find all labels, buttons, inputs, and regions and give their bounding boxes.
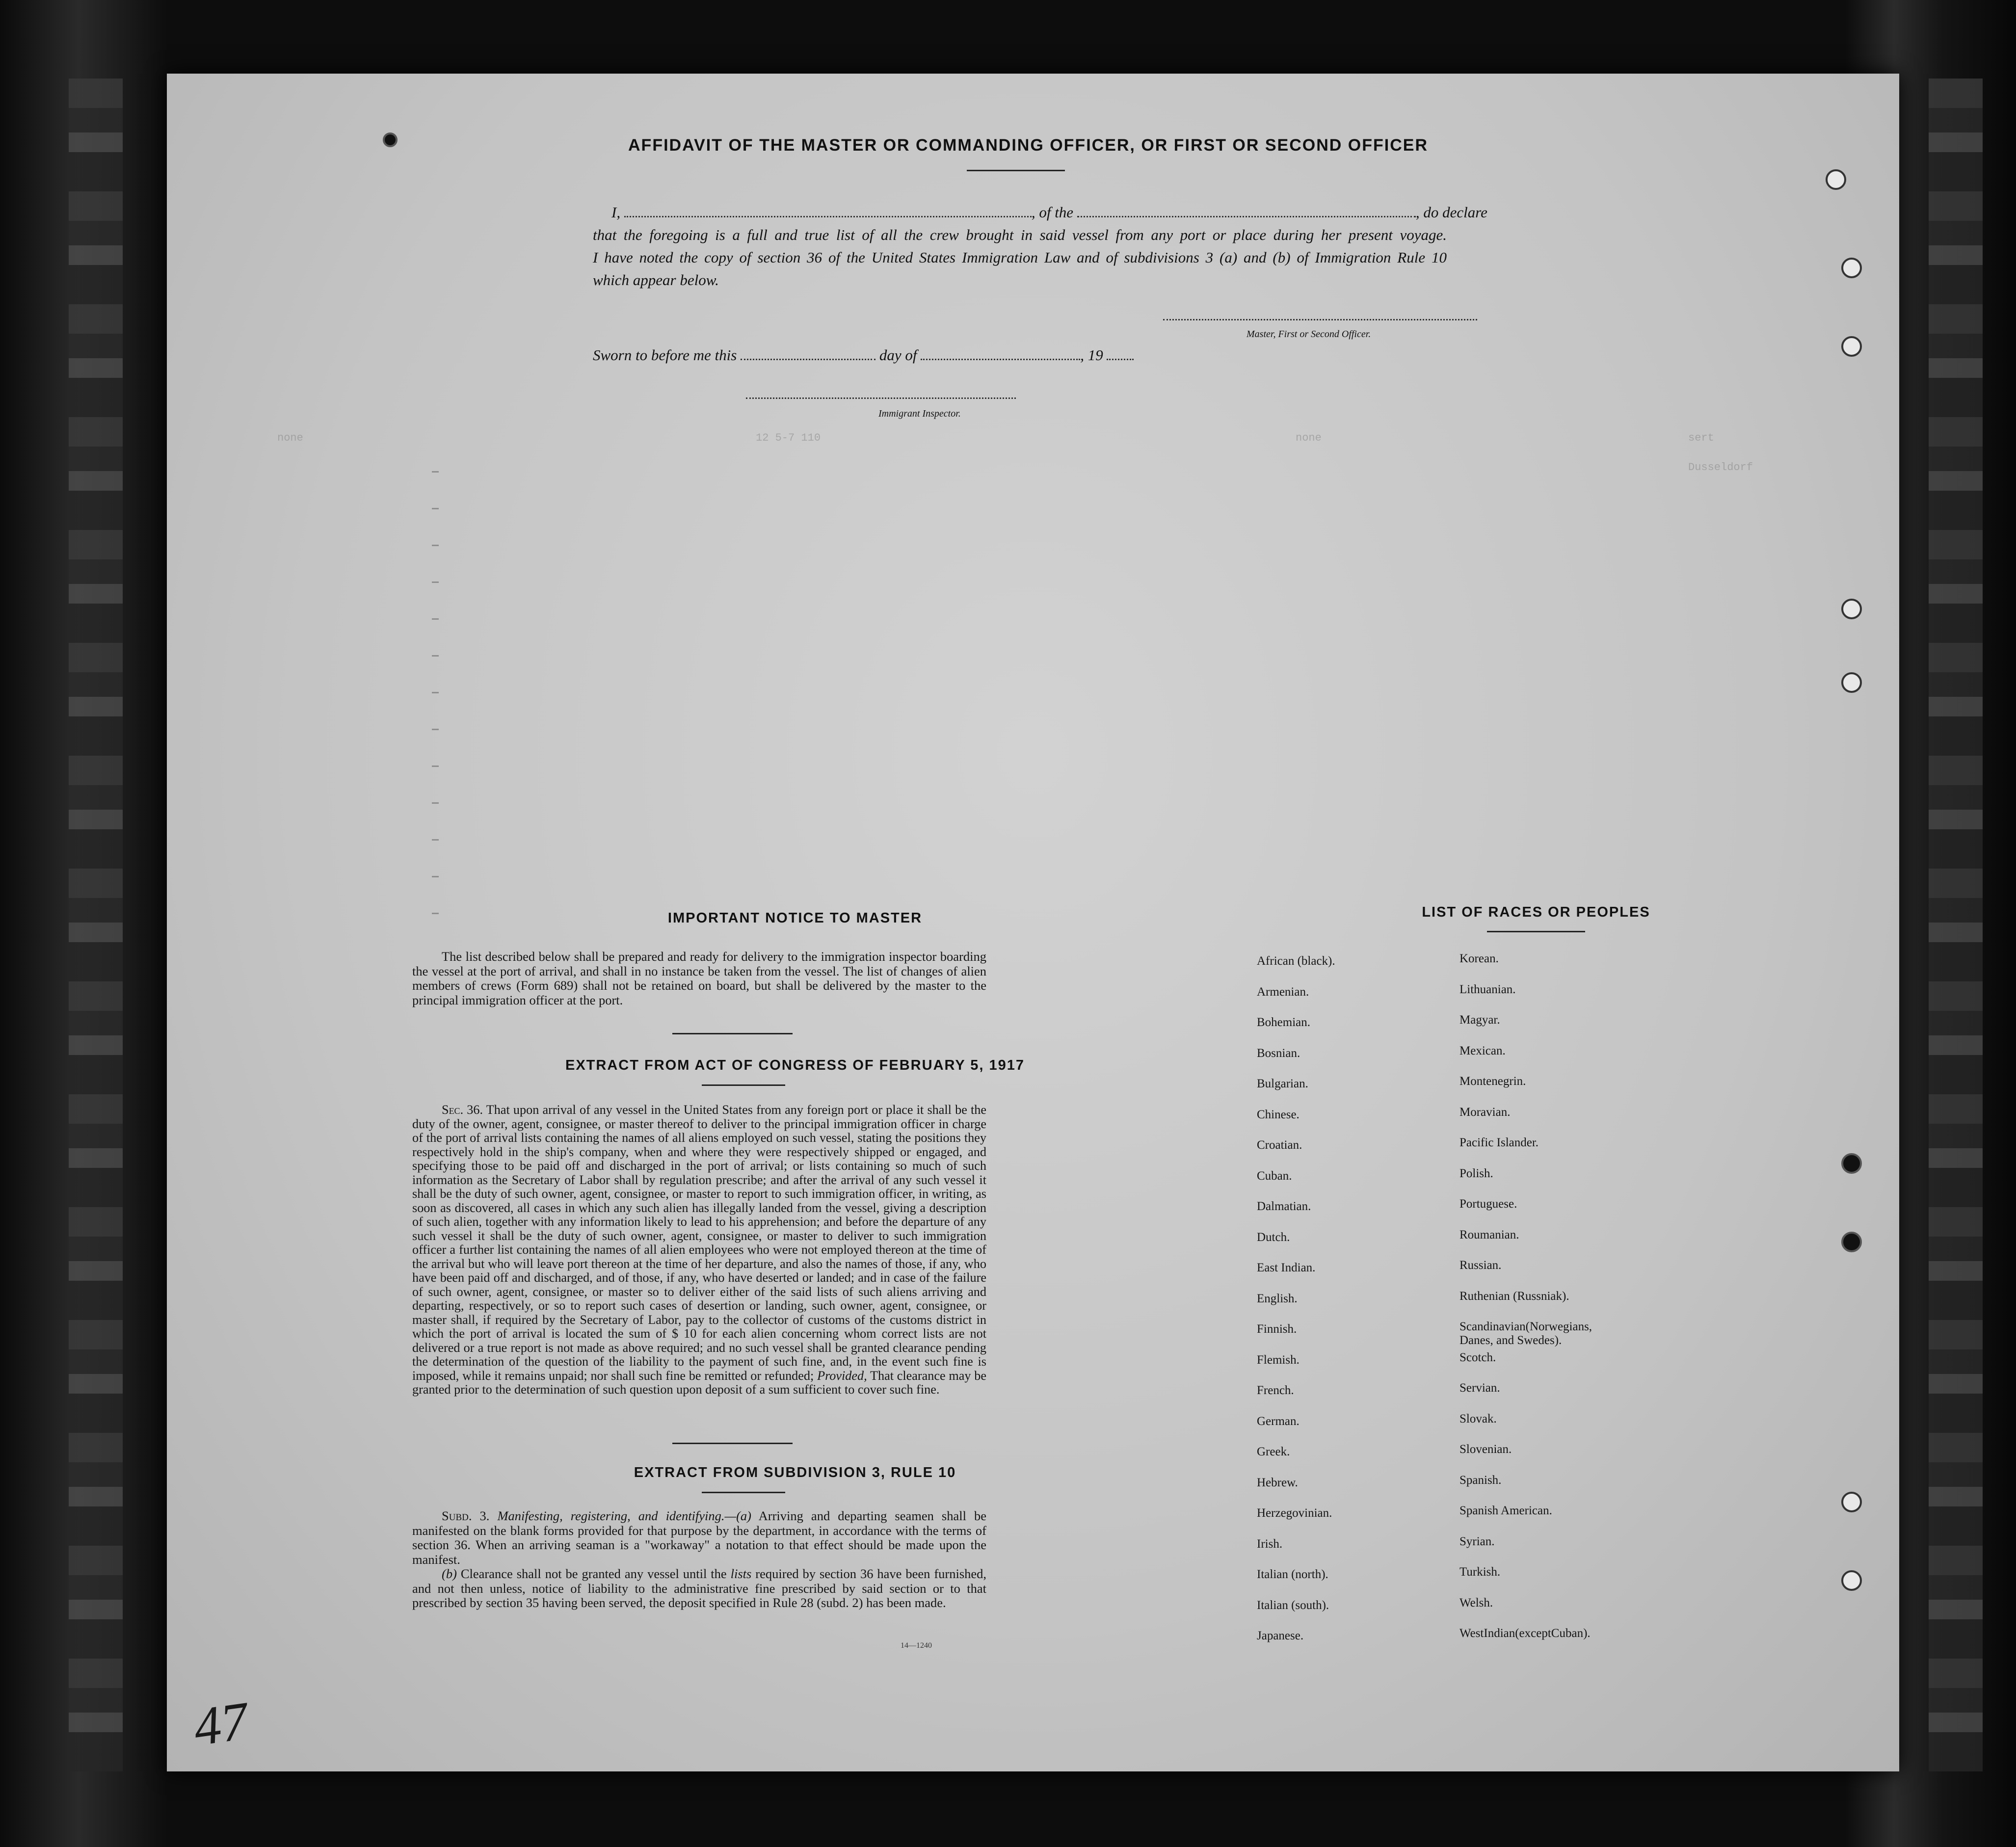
race-item: Flemish. xyxy=(1257,1353,1300,1367)
divider xyxy=(702,1492,785,1493)
race-item: Slovak. xyxy=(1459,1412,1497,1425)
races-title: LIST OF RACES OR PEOPLES xyxy=(1422,904,1650,920)
race-item: Japanese. xyxy=(1257,1629,1304,1642)
race-item: African (black). xyxy=(1257,954,1335,968)
race-item: Servian. xyxy=(1459,1381,1500,1395)
master-signature-line[interactable] xyxy=(1163,319,1477,320)
notice-title: IMPORTANT NOTICE TO MASTER xyxy=(667,910,923,926)
race-item: Montenegrin. xyxy=(1459,1075,1526,1088)
divider xyxy=(672,1443,793,1444)
race-item: Italian (south). xyxy=(1257,1598,1329,1612)
act-title: EXTRACT FROM ACT OF CONGRESS OF FEBRUARY 5, 1917 xyxy=(565,1057,1025,1073)
race-item: Portuguese. xyxy=(1459,1197,1517,1211)
race-item: East Indian. xyxy=(1257,1261,1316,1274)
race-item: Irish. xyxy=(1257,1537,1283,1551)
race-item: Slovenian. xyxy=(1459,1443,1512,1456)
race-item: Hebrew. xyxy=(1257,1476,1298,1489)
race-item: Dutch. xyxy=(1257,1230,1290,1244)
punch-hole-icon xyxy=(1841,1232,1862,1252)
race-item: Scandinavian(Norwegians, Danes, and Swedes). xyxy=(1459,1320,1592,1347)
punch-hole-icon xyxy=(1841,1492,1862,1512)
punch-hole-icon xyxy=(1826,169,1846,190)
race-item: Bulgarian. xyxy=(1257,1077,1308,1090)
race-item: Bosnian. xyxy=(1257,1046,1300,1060)
master-signature-label: Master, First or Second Officer. xyxy=(1247,329,1371,340)
left-film-edge xyxy=(69,79,123,1771)
divider xyxy=(702,1084,785,1086)
punch-hole-icon xyxy=(1841,672,1862,693)
race-item: Polish. xyxy=(1459,1166,1493,1180)
affidavit-line-4: which appear below. xyxy=(593,271,719,289)
notice-body: The list described below shall be prepared and ready for delivery to the immigration inspector boarding the vessel at the port of arrival, and shall in no instance be taken from the vessel. The list of changes of alien members of crews (Form 689) shall not be retained on board, but shall be delivered by the master to the principal immigration officer at the port. xyxy=(412,949,986,1007)
inspector-signature-label: Immigrant Inspector. xyxy=(878,408,961,419)
race-item: Herzegovinian. xyxy=(1257,1506,1332,1520)
inspector-signature-line[interactable] xyxy=(746,397,1016,399)
race-item: Lithuanian. xyxy=(1459,982,1516,996)
punch-hole-icon xyxy=(1841,1570,1862,1591)
vessel-name-blank[interactable] xyxy=(1077,216,1416,217)
rule10-body: Subd. 3. Manifesting, registering, and identifying.—(a) Arriving and departing seamen shall be manifested on the blank forms provided for that purpose by the department, in accordance with the terms of section 36. When an arriving seaman is a "workaway" a notation to that effect should be made upon the manifest. (b) Clearance shall not be granted any vessel until the lists required by section 36 have been furnished, and not then unless, notice of liability to the administrative fine prescribed by said section or to that prescribed by section 35 having been served, the deposit specified in Rule 28 (subd. 2) has been made. xyxy=(412,1508,987,1610)
affidavit-title: AFFIDAVIT OF THE MASTER OR COMMANDING OFFICER, OR FIRST OR SECOND OFFICER xyxy=(628,136,1428,155)
form-number: 14—1240 xyxy=(901,1641,932,1650)
race-item: Bohemian. xyxy=(1257,1016,1311,1029)
divider xyxy=(672,1033,793,1034)
race-item: Scotch. xyxy=(1459,1350,1496,1364)
race-item: Finnish. xyxy=(1257,1322,1297,1336)
sworn-year-blank[interactable] xyxy=(1107,359,1134,360)
race-item: WestIndian(exceptCuban). xyxy=(1459,1627,1591,1640)
race-item: Turkish. xyxy=(1459,1565,1501,1579)
race-item: Chinese. xyxy=(1257,1108,1300,1121)
races-right-column xyxy=(1459,952,1666,1658)
race-item: Greek. xyxy=(1257,1445,1290,1458)
race-item: Pacific Islander. xyxy=(1459,1136,1539,1149)
rule10-title: EXTRACT FROM SUBDIVISION 3, RULE 10 xyxy=(634,1465,956,1480)
race-item: Cuban. xyxy=(1257,1169,1292,1183)
race-item: Armenian. xyxy=(1257,985,1309,999)
right-film-edge xyxy=(1929,79,1983,1771)
master-name-blank[interactable] xyxy=(624,216,1032,217)
race-item: Russian. xyxy=(1459,1259,1502,1272)
punch-hole-icon xyxy=(1841,258,1862,278)
race-item: English. xyxy=(1257,1292,1298,1305)
divider xyxy=(1487,931,1585,932)
race-item: German. xyxy=(1257,1414,1300,1428)
punch-hole-icon xyxy=(1841,599,1862,619)
sworn-month-blank[interactable] xyxy=(921,359,1080,360)
race-item: Spanish American. xyxy=(1459,1504,1552,1517)
race-item: Mexican. xyxy=(1459,1044,1506,1057)
affidavit-line-2: that the foregoing is a full and true list of all the crew brought in said vessel from any port or place during her present voyage. xyxy=(593,226,1447,243)
race-item: French. xyxy=(1257,1384,1294,1397)
act-section-36: Sec. 36. That upon arrival of any vessel in the United States from any foreign port or place it shall be the duty of the owner, agent, consignee, or master thereof to deliver to the principal immigration officer in charge of the port of arrival lists containing the names of all aliens employed on such vessel, stating the positions they respectively hold in the ship's company, when and where they were respectively shipped or engaged, and specifying those to be paid off and discharged in the port of arrival; or lists containing so much of such information as the Secretary of Labor shall by regulation prescribe; and after the arrival of any such vessel it shall be the duty of such owner, agent, consignee, or master to report to such immigration officer, in writing, as soon as discovered, all cases in which any such alien has illegally landed from the vessel, giving a description of such alien, together with any information likely to lead to his apprehension; and before the departure of any such vessel it shall be the duty of such owner, agent, consignee, or master to deliver to such immigration officer a further list containing the names of all alien employees who were not employed thereon at the time of the arrival but who will leave port thereon at the time of her departure, and also the names of those, if any, who have been paid off and discharged, and of those, if any, who have deserted or landed; and in case of the failure of such owner, agent, consignee, or master so to deliver either of the said lists of such aliens arriving and departing, respectively, or so to report such cases of desertion or landing, such owner, agent, consignee, or master shall, if required by the Secretary of Labor, pay to the collector of customs of the customs district in which the port of arrival is located the sum of $ 10 for each alien concerning whom correct lists are not delivered or a true report is not made as above required; and no such vessel shall be granted clearance pending the determination of the question of the liability to the payment of such fine, and, in the event such fine is imposed, while it remains unpaid; nor shall such fine be remitted or refunded; Provided, That clearance may be granted prior to the determination of such question upon deposit of a sum sufficient to cover such fine. xyxy=(412,1103,987,1397)
race-item: Spanish. xyxy=(1459,1473,1502,1487)
race-item: Italian (north). xyxy=(1257,1568,1328,1581)
race-item: Welsh. xyxy=(1459,1596,1493,1610)
affidavit-line-3: I have noted the copy of section 36 of the United States Immigration Law and of subdivisions 3 (a) and (b) of Immigration Rule 10 xyxy=(593,249,1447,266)
race-item: Ruthenian (Russniak). xyxy=(1459,1289,1569,1303)
sworn-day-blank[interactable] xyxy=(741,359,875,360)
handwritten-page-number: 47 xyxy=(189,1690,252,1758)
race-item: Magyar. xyxy=(1459,1013,1500,1027)
race-item: Roumanian. xyxy=(1459,1228,1519,1241)
race-item: Dalmatian. xyxy=(1257,1200,1311,1213)
divider xyxy=(967,170,1065,171)
document-page: none 12 5-7 110 none sert Dusseldorf AFFIDAVIT OF THE MASTER OR COMMANDING OFFICER, OR FIRST OR SECOND OFFICER I, , of the , do declare that the foregoing is a full and true list of all the crew brought in said vessel from any port or place during her present voyage. I have noted the copy of section 36 of the United States Immigration Law and of subdivisions 3 (a) and (b) of Immigration Rule 10 which appear below. Master, First or Second Officer. Sworn to before me this day of , 19 Immigrant Inspector. IMPORTANT NOTICE TO MASTER The list described below shall be prepared and ready for delivery to the immigration inspector boarding the vessel at the port of arrival, and shall in no instance be taken from the vessel. The list of changes of alien members of crews (Form 689) shall not be retained on board, but shall be delivered by the master to the principal immigration officer at the port. EXTRACT FROM ACT OF CONGRESS OF FEBRUARY 5, 1917 Sec. 36. That upon arrival of any vessel in the United States from any foreign port or place it shall be the duty of the owner, agent, consignee, or master thereof to deliver to the principal immigration officer in charge of the port of arrival lists containing the names of all aliens employed on such vessel, stating the positions they respectively hold in the ship's company, when and where they were respectively shipped or engaged, and specifying those to be paid off and discharged in the port of arrival; or lists containing so much of such information as the Secretary of Labor shall by regulation prescribe; and after the arrival of any such vessel it shall be the duty of such owner, agent, consignee, or master to report to such immigration officer, in writing, as soon as discovered, all cases in which any such alien has illegally landed from the vessel, giving a description of such alien, together with any information likely to lead to his apprehension; and before the departure of any such vessel it shall be the duty of such owner, agent, consignee, or master to deliver to such immigration officer a further list containing the names of all alien employees who were not employed thereon at the time of the arrival but who will leave port thereon at the time of her departure, and also the names of those, if any, who have been paid off and discharged, and of those, if any, who have deserted or landed; and in case of the failure of such owner, agent, consignee, or master so to deliver either of the said lists of such aliens arriving and departing, respectively, or so to report such cases of desertion or landing, such owner, agent, consignee, or master shall, if required by the Secretary of Labor, pay to the collector of customs of the customs district in which the port of arrival is located the sum of $ 10 for each alien concerning whom correct lists are not delivered or a true report is not made as above required; and no such vessel shall be granted clearance pending the determination of the question of the liability to the payment of such fine, and, in the event such fine is imposed, while it remains unpaid; nor shall such fine be remitted or refunded; Provided, That clearance may be granted prior to the determination of such question upon deposit of a sum sufficient to cover such fine. EXTRACT FROM SUBDIVISION 3, RULE 10 Subd. 3. Manifesting, registering, and identifying.—(a) Arriving and departing seamen shall be manifested on the blank forms provided for that purpose by the department, in accordance with the terms of section 36. When an arriving seaman is a "workaway" a notation to that effect should be made upon the manifest. (b) Clearance shall not be granted any vessel until the lists required by section 36 have been furnished, and not then unless, notice of liability to the administrative fine prescribed by said section or to that prescribed by section 35 having been served, the deposit specified in Rule 28 (subd. 2) has been made. 14—1240 LIST OF RACES OR PEOPLES African (black). Armenian. Bohemian. Bosnian. Bulgarian. Chinese. Croatian. Cuban. Dalmatian. Dutch. East Indian. English. Finnish. Flemish. French. German. Greek. Hebrew. Herzegovinian. Irish. Italian (north). Italian (south). Japanese. Korean. Lithuanian. Magyar. Mexican. Montenegrin. Moravian. Pacific Islander. Polish. Portuguese. Roumanian. Russian. Ruthenian (Russniak). Scandinavian(Norwegians, Danes, and Swedes). Scotch. Servian. Slovak. Slovenian. Spanish. Spanish American. Syrian. Turkish. Welsh. WestIndian(exceptCuban). xyxy=(167,74,1899,1771)
race-item: Moravian. xyxy=(1459,1105,1511,1119)
races-left-column xyxy=(1257,954,1443,1660)
race-item: Korean. xyxy=(1459,952,1499,965)
punch-hole-icon xyxy=(1841,336,1862,357)
affidavit-line-1: I, , of the , do declare xyxy=(611,204,1487,221)
race-item: Syrian. xyxy=(1459,1534,1495,1548)
sworn-line: Sworn to before me this day of , 19 xyxy=(593,346,1134,364)
race-item: Croatian. xyxy=(1257,1138,1302,1152)
punch-hole-icon xyxy=(1841,1153,1862,1174)
